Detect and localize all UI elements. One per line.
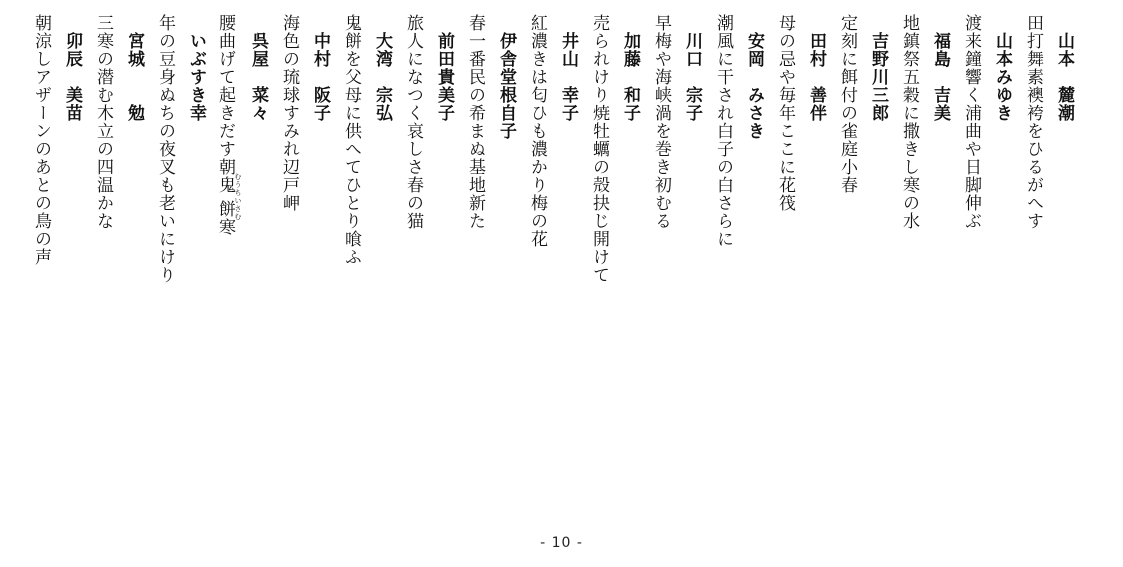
haiku-text: 三寒の潜む木立の四温かな [93,14,113,230]
author-name: 前田貴美子 [434,32,454,122]
author-name: 呉屋 菜々 [248,32,268,122]
author-name: 安岡 みさき [744,32,764,140]
haiku-text: 春一番民の希まぬ基地新た [465,14,485,230]
haiku-text-part: 腰曲げて起きだす朝 [215,14,235,176]
haiku-text: 朝涼しアザーンのあとの鳥の声 [31,14,51,266]
haiku-text: 田打舞素襖袴をひるがへす [1023,14,1043,230]
haiku-text: 海色の琉球すみれ辺戸岬 [279,14,299,212]
author-name: 川口 宗子 [682,32,702,122]
haiku-entry [273,14,335,514]
haiku-entry [583,14,645,514]
haiku-entry [955,14,1017,514]
haiku-entry [459,14,521,514]
haiku-entry [707,14,769,514]
haiku-entry [87,14,149,514]
author-name: 大湾 宗弘 [372,32,392,122]
haiku-text: 紅濃きは匂ひも濃かり梅の花 [527,14,547,248]
haiku-text: 母の忌や毎年ここに花筏 [775,14,795,212]
haiku-text: 鬼餅を父母に供へてひとり喰ふ [341,14,361,266]
haiku-text: 早梅や海峡渦を巻き初むる [651,14,671,230]
haiku-text: 旅人になつく哀しさ春の猫 [403,14,423,230]
haiku-entry [25,14,87,514]
haiku-entry [149,14,211,514]
haiku-text: 年の豆身ぬちの夜叉も老いにけり [155,14,175,284]
haiku-entry [521,14,583,514]
haiku-entry [1017,14,1079,514]
haiku-text: 潮風に干され白子の白さらに [713,14,733,248]
author-name: 卯辰 美苗 [62,32,82,122]
ruby-base: 鬼餅 [215,173,235,221]
author-name: 伊舎堂根自子 [496,32,516,140]
haiku-entry [645,14,707,514]
haiku-ruby-word [215,173,242,221]
author-name: いぶすき幸 [186,32,206,122]
haiku-entry [893,14,955,514]
author-name: 吉野川三郎 [868,32,888,122]
author-name: 山本 麓潮 [1054,32,1074,122]
author-name: 中村 阪子 [310,32,330,122]
haiku-text: 定刻に餌付の雀庭小春 [837,14,857,194]
haiku-entry [769,14,831,514]
author-name: 宮城 勉 [124,32,144,122]
author-name: 井山 幸子 [558,32,578,122]
author-name: 福島 吉美 [930,32,950,122]
haiku-columns [25,14,1079,514]
haiku-text-part: 寒 [215,218,235,236]
haiku-entry [211,14,273,514]
haiku-text: 地鎮祭五穀に撒きし寒の水 [899,14,919,230]
ruby-reading: むうちいさむ [234,173,242,221]
page-number: - 10 - [540,535,583,551]
author-name: 田村 善伴 [806,32,826,122]
author-name: 加藤 和子 [620,32,640,122]
haiku-text: 渡来鐘響く浦曲や日脚伸ぶ [961,14,981,230]
haiku-text [211,14,242,514]
haiku-entry [831,14,893,514]
haiku-entry [335,14,397,514]
author-name: 山本みゆき [992,32,1012,122]
haiku-text: 売られけり焼牡蠣の殻抉じ開けて [589,14,609,284]
haiku-entry [397,14,459,514]
